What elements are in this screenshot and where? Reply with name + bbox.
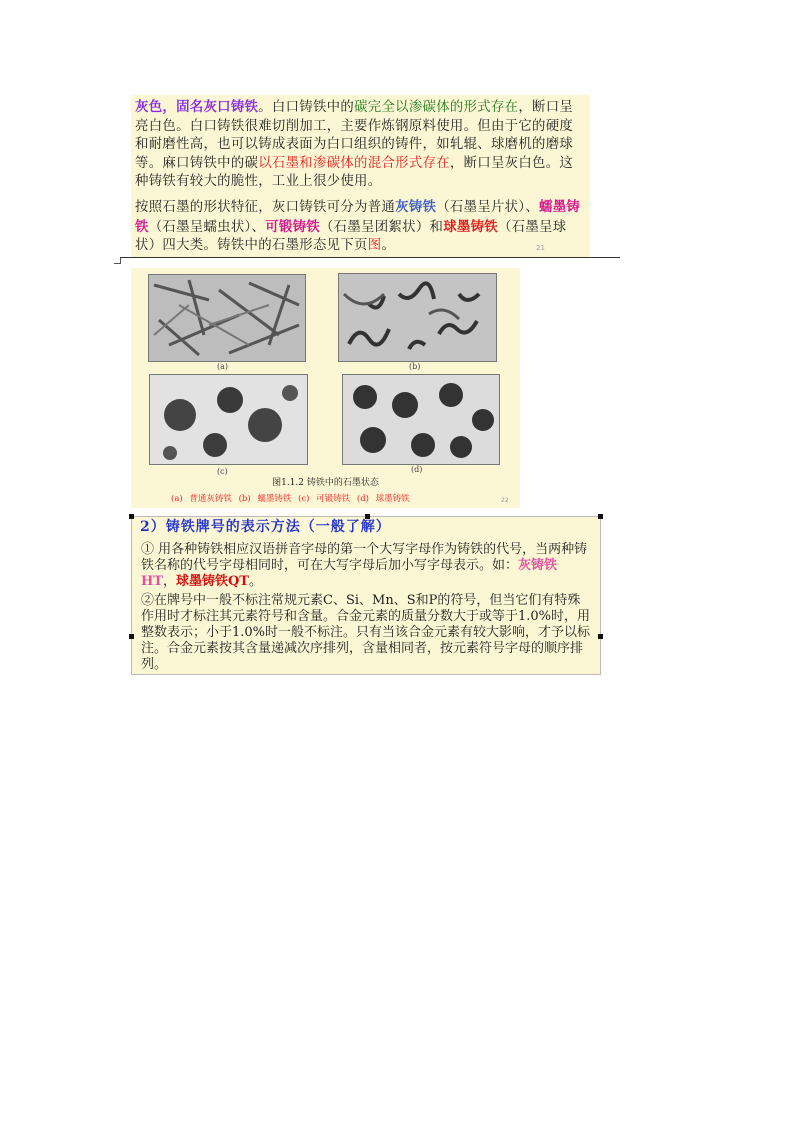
figure-caption-d: (d) xyxy=(411,465,423,474)
paragraph-white-mottled-iron xyxy=(135,98,582,192)
section-title: 2）铸铁牌号的表示方法（一般了解） xyxy=(140,519,391,535)
text-run: （石墨呈球状）四大类。铸铁中的石墨形态见下页 xyxy=(135,219,567,254)
slide-grade-designation[interactable] xyxy=(131,516,601,675)
highlighted-phrase: 可锻铸铁 xyxy=(265,218,320,235)
micrograph-vermicular-graphite xyxy=(338,273,497,362)
section-body xyxy=(141,542,593,676)
resize-handle-top-right[interactable] xyxy=(598,514,603,519)
page-number: 21 xyxy=(536,244,545,252)
micrograph-temper-graphite xyxy=(149,374,308,465)
slide-graphite-figure xyxy=(131,268,520,508)
micrograph-flake-graphite xyxy=(148,274,306,362)
rule-one-text: ① 用各种铸铁相应汉语拼音字母的第一个大写字母作为铸铁的代号，当两种铸铁名称的代号字母相同时，可在大写字母后加小写字母表示。如： xyxy=(141,542,588,573)
highlighted-phrase: 灰色，固名灰口铸铁 xyxy=(135,99,259,115)
gray-iron-code: 灰铸铁 HT xyxy=(141,557,558,589)
resize-handle-right[interactable] xyxy=(598,634,603,639)
figure-caption-b: (b) xyxy=(409,362,421,371)
rule-one xyxy=(141,542,593,589)
micrograph-nodular-graphite xyxy=(342,374,500,465)
nodular-iron-code: 球墨铸铁QT xyxy=(175,573,249,589)
text-run: （石墨呈团絮状）和 xyxy=(319,219,444,235)
figure-caption-a: (a) xyxy=(217,362,229,371)
figure-caption-c: (c) xyxy=(217,467,228,476)
resize-handle-left[interactable] xyxy=(129,634,134,639)
paragraph-graphite-classification xyxy=(135,198,582,256)
highlighted-phrase: 灰铸铁 xyxy=(395,198,437,215)
text-run: ，断口呈灰白色。这种铸铁有较大的脆性，工业上很少使用。 xyxy=(135,155,574,190)
text-run: （石墨呈片状）、 xyxy=(436,199,540,215)
figure-title: 图1.1.2 铸铁中的石墨状态 xyxy=(272,478,379,488)
highlighted-phrase: 图 xyxy=(367,238,382,254)
highlighted-phrase: 蠕墨铸铁 xyxy=(135,198,581,235)
text-run: ，断口呈亮白色。白口铸铁很难切削加工，主要作炼钢原料使用。但由于它的硬度和耐磨性高，也可以铸成表面为白口组织的铸件，如轧辊、球磨机的磨球等。麻口铸铁中的碳 xyxy=(135,100,574,171)
highlighted-phrase: 球墨铸铁 xyxy=(443,218,498,235)
period: 。 xyxy=(248,573,262,589)
text-run: 。 xyxy=(381,238,396,254)
page-divider xyxy=(120,257,620,258)
text-run: 按照石墨的形状特征，灰口铸铁可分为普通 xyxy=(135,199,396,215)
corner-mark xyxy=(114,263,121,264)
rule-two: ②在牌号中一般不标注常规元素C、Si、Mn、S和P的符号，但当它们有特殊作用时才标注其元素符号和含量。合金元素的质量分数大于或等于1.0%时，用整数表示；小于1.0%时一般不标注。只有当该合金元素有较大影响，才予以标注。合金元素按其含量递减次序排列，含量相同者，按元素符号字母的顺序排列。 xyxy=(141,593,591,672)
figure-subcaptions: (a) 普通灰铸铁 (b) 蠕墨铸铁 (c) 可锻铸铁 (d) 球墨铸铁 xyxy=(171,494,410,504)
text-run: （石墨呈蠕虫状）、 xyxy=(148,219,266,235)
highlighted-phrase: 以石墨和渗碳体的混合形式存在 xyxy=(258,155,450,171)
separator: ， xyxy=(162,573,176,589)
resize-handle-top-left[interactable] xyxy=(129,514,134,519)
text-run: 。白口铸铁中的 xyxy=(258,100,355,115)
page-number: 22 xyxy=(501,497,509,504)
highlighted-phrase: 碳完全以渗碳体的形式存在 xyxy=(354,100,519,115)
slide-cast-iron-types xyxy=(131,95,590,258)
